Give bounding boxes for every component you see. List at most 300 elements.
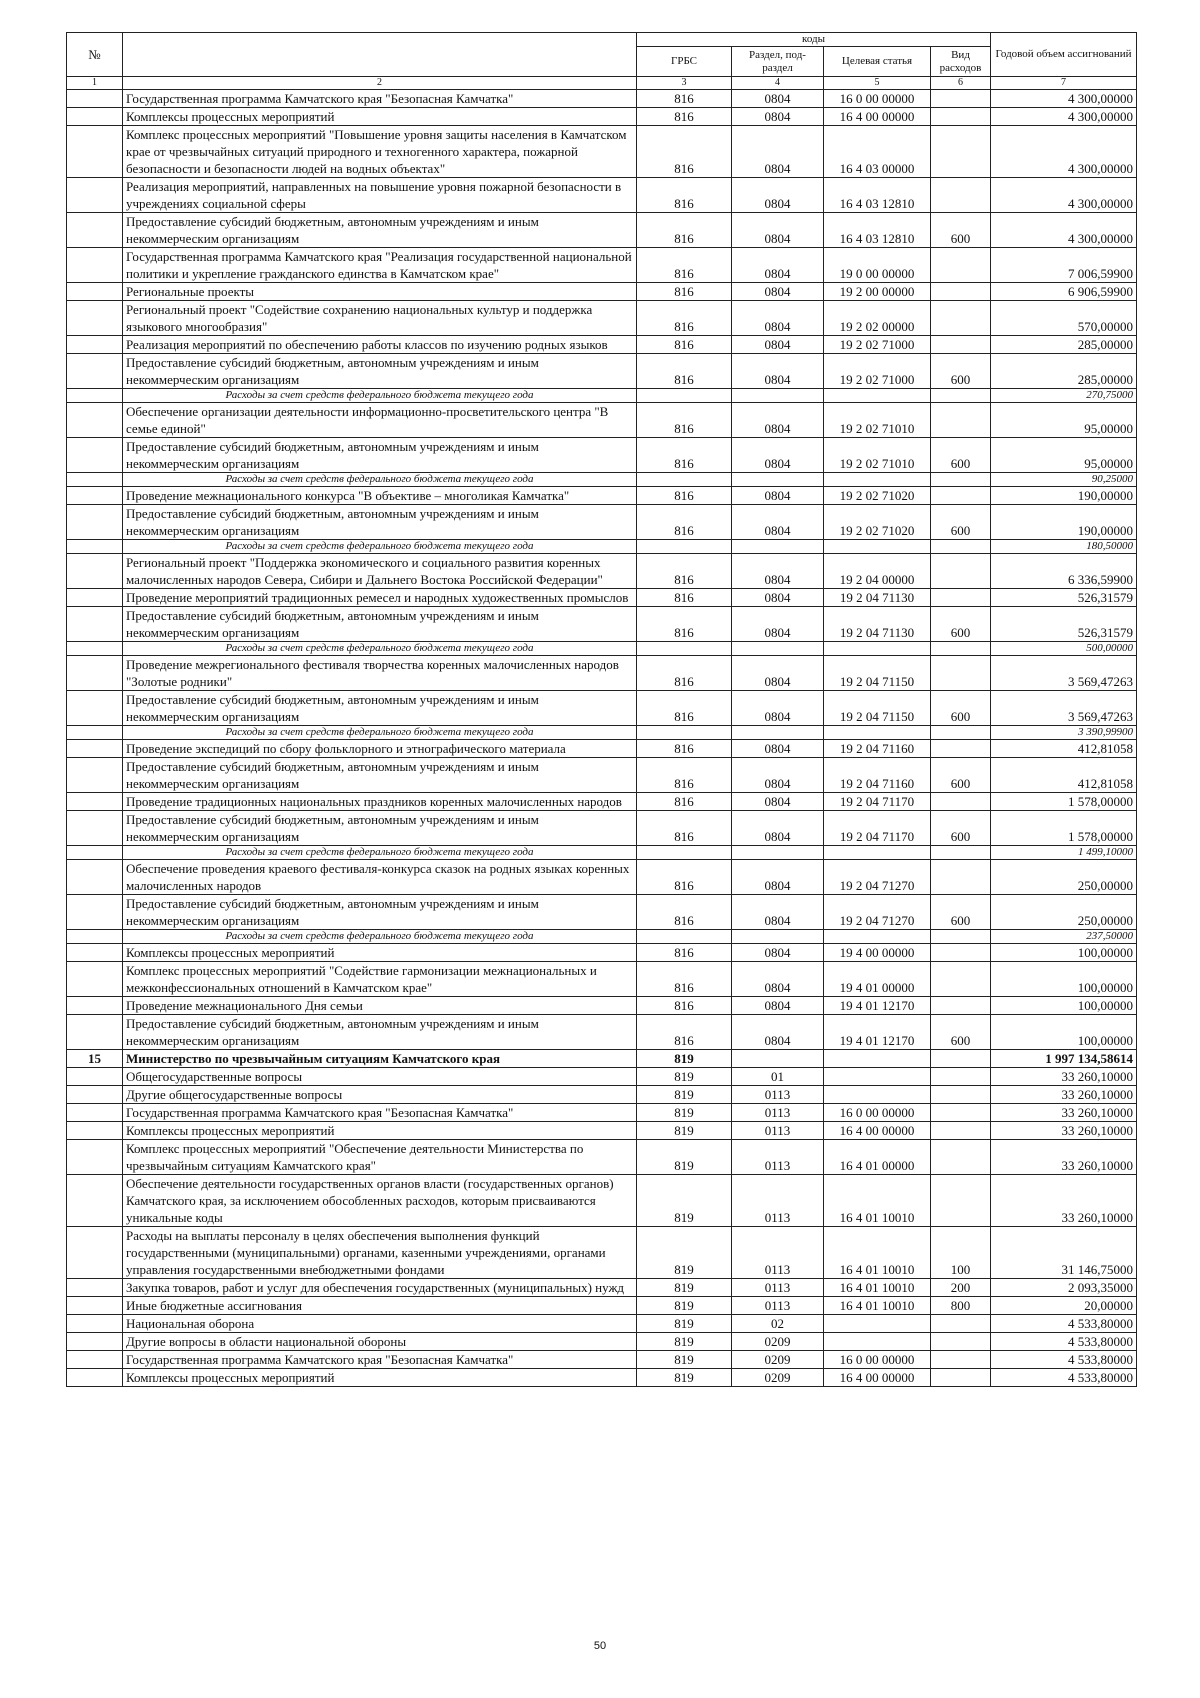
row-name: Государственная программа Камчатского края "Безопасная Камчатка" [123, 1104, 637, 1122]
row-amount: 95,00000 [991, 403, 1137, 438]
row-name: Региональный проект "Поддержка экономического и социального развития коренных малочисленных народов Севера, Сибири и Дальнего Востока Российской Федерации" [123, 554, 637, 589]
table-row [67, 1140, 1137, 1175]
row-amount: 4 300,00000 [991, 213, 1137, 248]
table-row [67, 487, 1137, 505]
row-number [67, 607, 123, 642]
row-number [67, 1227, 123, 1279]
row-grbs: 816 [637, 438, 732, 473]
row-grbs [637, 389, 732, 403]
row-name: Предоставление субсидий бюджетным, автономным учреждениям и иным некоммерческим организациям [123, 607, 637, 642]
row-grbs: 819 [637, 1351, 732, 1369]
row-expense-type: 600 [931, 354, 991, 389]
table-body [67, 90, 1137, 1387]
row-amount: 100,00000 [991, 944, 1137, 962]
table-row [67, 1333, 1137, 1351]
table-row [67, 438, 1137, 473]
row-razdel: 0804 [732, 403, 824, 438]
row-grbs: 816 [637, 108, 732, 126]
row-grbs: 816 [637, 336, 732, 354]
row-number [67, 691, 123, 726]
row-target-article: 19 2 04 71150 [824, 691, 931, 726]
row-amount: 1 499,10000 [991, 846, 1137, 860]
row-amount: 100,00000 [991, 1015, 1137, 1050]
row-number [67, 389, 123, 403]
row-number [67, 1297, 123, 1315]
row-expense-type [931, 248, 991, 283]
row-target-article: 19 4 00 00000 [824, 944, 931, 962]
row-target-article: 16 0 00 00000 [824, 90, 931, 108]
row-number [67, 860, 123, 895]
row-razdel [732, 473, 824, 487]
row-name: Комплекс процессных мероприятий "Обеспечение деятельности Министерства по чрезвычайным ситуациям Камчатского края" [123, 1140, 637, 1175]
row-number [67, 642, 123, 656]
row-razdel: 0804 [732, 944, 824, 962]
row-amount: 7 006,59900 [991, 248, 1137, 283]
table-row [67, 1175, 1137, 1227]
row-amount: 4 533,80000 [991, 1333, 1137, 1351]
row-grbs [637, 540, 732, 554]
table-row [67, 1050, 1137, 1068]
row-name: Национальная оборона [123, 1315, 637, 1333]
column-number-6: 6 [931, 77, 991, 90]
row-target-article: 19 2 02 71010 [824, 438, 931, 473]
row-amount: 4 300,00000 [991, 178, 1137, 213]
table-row [67, 962, 1137, 997]
row-expense-type: 600 [931, 691, 991, 726]
row-amount: 100,00000 [991, 997, 1137, 1015]
row-name: Общегосударственные вопросы [123, 1068, 637, 1086]
column-number-3: 3 [637, 77, 732, 90]
column-number-5: 5 [824, 77, 931, 90]
row-number [67, 540, 123, 554]
row-amount: 33 260,10000 [991, 1122, 1137, 1140]
row-expense-type [931, 1175, 991, 1227]
row-amount: 4 300,00000 [991, 108, 1137, 126]
row-number [67, 178, 123, 213]
row-name: Предоставление субсидий бюджетным, автономным учреждениям и иным некоммерческим организациям [123, 354, 637, 389]
row-name: Предоставление субсидий бюджетным, автономным учреждениям и иным некоммерческим организациям [123, 1015, 637, 1050]
row-grbs [637, 846, 732, 860]
row-expense-type [931, 389, 991, 403]
table-row [67, 389, 1137, 403]
row-grbs: 816 [637, 895, 732, 930]
row-name: Проведение межнационального Дня семьи [123, 997, 637, 1015]
row-expense-type [931, 846, 991, 860]
row-target-article: 16 4 01 10010 [824, 1175, 931, 1227]
row-grbs: 816 [637, 1015, 732, 1050]
row-razdel: 0804 [732, 487, 824, 505]
row-target-article: 19 4 01 12170 [824, 997, 931, 1015]
row-target-article: 16 4 03 00000 [824, 126, 931, 178]
row-target-article: 16 4 01 10010 [824, 1297, 931, 1315]
row-razdel: 0804 [732, 301, 824, 336]
row-number [67, 505, 123, 540]
row-amount: 285,00000 [991, 354, 1137, 389]
row-target-article: 16 4 01 10010 [824, 1279, 931, 1297]
row-target-article: 19 2 04 71130 [824, 589, 931, 607]
row-target-article [824, 473, 931, 487]
table-row [67, 997, 1137, 1015]
row-target-article: 19 2 04 71170 [824, 811, 931, 846]
header-name [123, 33, 637, 77]
row-expense-type [931, 656, 991, 691]
row-target-article: 16 4 00 00000 [824, 1369, 931, 1387]
table-row [67, 740, 1137, 758]
row-grbs: 819 [637, 1297, 732, 1315]
row-expense-type [931, 944, 991, 962]
row-target-article: 19 2 04 71150 [824, 656, 931, 691]
row-amount: 526,31579 [991, 607, 1137, 642]
header-cs: Целевая статья [824, 47, 931, 77]
row-razdel: 0804 [732, 178, 824, 213]
row-number [67, 354, 123, 389]
row-name: Расходы за счет средств федерального бюджета текущего года [123, 389, 637, 403]
row-grbs: 819 [637, 1279, 732, 1297]
row-target-article [824, 1333, 931, 1351]
table-row [67, 540, 1137, 554]
row-number [67, 740, 123, 758]
row-number [67, 656, 123, 691]
row-target-article: 16 0 00 00000 [824, 1104, 931, 1122]
row-expense-type: 600 [931, 438, 991, 473]
budget-table [66, 32, 1137, 1387]
row-target-article: 19 2 02 71000 [824, 354, 931, 389]
row-amount: 270,75000 [991, 389, 1137, 403]
row-razdel: 0804 [732, 213, 824, 248]
row-razdel: 0113 [732, 1297, 824, 1315]
row-razdel: 0209 [732, 1333, 824, 1351]
row-number [67, 895, 123, 930]
row-grbs: 819 [637, 1315, 732, 1333]
row-number [67, 944, 123, 962]
row-target-article: 19 2 00 00000 [824, 283, 931, 301]
row-expense-type [931, 589, 991, 607]
row-name: Реализация мероприятий по обеспечению работы классов по изучению родных языков [123, 336, 637, 354]
row-target-article: 19 2 02 00000 [824, 301, 931, 336]
table-row [67, 691, 1137, 726]
row-number: 15 [67, 1050, 123, 1068]
row-target-article: 19 2 04 71170 [824, 793, 931, 811]
row-expense-type: 600 [931, 505, 991, 540]
row-amount: 33 260,10000 [991, 1086, 1137, 1104]
row-razdel: 0804 [732, 354, 824, 389]
table-row [67, 1227, 1137, 1279]
row-amount: 3 569,47263 [991, 656, 1137, 691]
row-razdel: 0804 [732, 108, 824, 126]
row-grbs: 816 [637, 997, 732, 1015]
row-target-article: 19 2 04 71160 [824, 740, 931, 758]
row-expense-type [931, 1122, 991, 1140]
row-number [67, 1104, 123, 1122]
row-expense-type: 600 [931, 811, 991, 846]
row-grbs: 816 [637, 740, 732, 758]
row-target-article: 19 2 04 71270 [824, 860, 931, 895]
row-target-article: 19 2 04 71270 [824, 895, 931, 930]
row-expense-type [931, 1068, 991, 1086]
table-row [67, 860, 1137, 895]
row-name: Расходы за счет средств федерального бюджета текущего года [123, 930, 637, 944]
row-razdel: 0113 [732, 1122, 824, 1140]
column-number-7: 7 [991, 77, 1137, 90]
row-razdel: 0209 [732, 1369, 824, 1387]
row-name: Проведение межрегионального фестиваля творчества коренных малочисленных народов "Золотые родники" [123, 656, 637, 691]
row-razdel: 0113 [732, 1279, 824, 1297]
row-grbs: 816 [637, 90, 732, 108]
row-expense-type [931, 1140, 991, 1175]
table-row [67, 1369, 1137, 1387]
row-name: Комплексы процессных мероприятий [123, 108, 637, 126]
row-name: Проведение межнационального конкурса "В объективе – многоликая Камчатка" [123, 487, 637, 505]
row-number [67, 962, 123, 997]
row-expense-type: 600 [931, 1015, 991, 1050]
row-grbs [637, 642, 732, 656]
row-target-article: 16 4 03 12810 [824, 213, 931, 248]
header-vr: Вид расходов [931, 47, 991, 77]
row-number [67, 1315, 123, 1333]
table-row [67, 726, 1137, 740]
row-amount: 250,00000 [991, 860, 1137, 895]
row-number [67, 301, 123, 336]
row-grbs [637, 473, 732, 487]
row-name: Обеспечение деятельности государственных органов власти (государственных органов) Камчатского края, за исключением обособленных расходов, которым присваиваются уникальные коды [123, 1175, 637, 1227]
row-number [67, 930, 123, 944]
row-target-article [824, 1086, 931, 1104]
row-expense-type [931, 1104, 991, 1122]
row-expense-type: 800 [931, 1297, 991, 1315]
table-row [67, 1351, 1137, 1369]
table-row [67, 554, 1137, 589]
row-amount: 3 569,47263 [991, 691, 1137, 726]
row-target-article [824, 726, 931, 740]
row-name: Расходы за счет средств федерального бюджета текущего года [123, 540, 637, 554]
row-razdel: 0113 [732, 1086, 824, 1104]
row-grbs: 816 [637, 487, 732, 505]
row-expense-type [931, 126, 991, 178]
header-codes: коды [637, 33, 991, 47]
row-name: Государственная программа Камчатского края "Безопасная Камчатка" [123, 1351, 637, 1369]
table-row [67, 473, 1137, 487]
row-grbs: 819 [637, 1369, 732, 1387]
row-grbs: 816 [637, 213, 732, 248]
row-amount: 1 578,00000 [991, 811, 1137, 846]
row-amount: 95,00000 [991, 438, 1137, 473]
column-number-4: 4 [732, 77, 824, 90]
row-expense-type [931, 962, 991, 997]
row-number [67, 1175, 123, 1227]
budget-table-container [66, 32, 1136, 1387]
table-row [67, 811, 1137, 846]
row-amount: 33 260,10000 [991, 1068, 1137, 1086]
row-amount: 570,00000 [991, 301, 1137, 336]
row-expense-type [931, 403, 991, 438]
row-number [67, 213, 123, 248]
row-name: Предоставление субсидий бюджетным, автономным учреждениям и иным некоммерческим организациям [123, 691, 637, 726]
row-target-article [824, 642, 931, 656]
table-row [67, 589, 1137, 607]
header-sum: Годовой объем ассигнований [991, 33, 1137, 77]
row-grbs: 819 [637, 1122, 732, 1140]
table-row [67, 1297, 1137, 1315]
row-amount: 237,50000 [991, 930, 1137, 944]
row-razdel [732, 726, 824, 740]
row-number [67, 336, 123, 354]
row-name: Расходы за счет средств федерального бюджета текущего года [123, 726, 637, 740]
table-row [67, 607, 1137, 642]
table-row [67, 642, 1137, 656]
row-grbs: 819 [637, 1086, 732, 1104]
header-num: № [67, 33, 123, 77]
column-number-2: 2 [123, 77, 637, 90]
row-expense-type: 600 [931, 758, 991, 793]
row-razdel: 0804 [732, 793, 824, 811]
row-expense-type: 100 [931, 1227, 991, 1279]
row-razdel: 0113 [732, 1175, 824, 1227]
row-expense-type: 600 [931, 895, 991, 930]
row-expense-type [931, 90, 991, 108]
row-number [67, 1086, 123, 1104]
row-amount: 190,00000 [991, 505, 1137, 540]
row-number [67, 1068, 123, 1086]
row-razdel: 0804 [732, 283, 824, 301]
row-expense-type [931, 178, 991, 213]
row-name: Комплексы процессных мероприятий [123, 1369, 637, 1387]
row-name: Проведение традиционных национальных праздников коренных малочисленных народов [123, 793, 637, 811]
row-razdel: 0804 [732, 811, 824, 846]
row-razdel: 02 [732, 1315, 824, 1333]
row-grbs: 816 [637, 758, 732, 793]
row-number [67, 1333, 123, 1351]
row-target-article: 16 4 01 10010 [824, 1227, 931, 1279]
row-expense-type [931, 487, 991, 505]
row-razdel [732, 642, 824, 656]
row-number [67, 846, 123, 860]
row-target-article: 16 4 00 00000 [824, 108, 931, 126]
table-row [67, 90, 1137, 108]
row-number [67, 997, 123, 1015]
row-number [67, 726, 123, 740]
row-amount: 4 533,80000 [991, 1369, 1137, 1387]
row-name: Предоставление субсидий бюджетным, автономным учреждениям и иным некоммерческим организациям [123, 438, 637, 473]
table-row [67, 930, 1137, 944]
row-amount: 33 260,10000 [991, 1104, 1137, 1122]
row-target-article: 19 2 04 00000 [824, 554, 931, 589]
row-razdel: 0804 [732, 962, 824, 997]
row-number [67, 793, 123, 811]
row-number [67, 1279, 123, 1297]
row-razdel: 0804 [732, 607, 824, 642]
row-amount: 6 906,59900 [991, 283, 1137, 301]
row-number [67, 811, 123, 846]
row-grbs: 819 [637, 1050, 732, 1068]
row-amount: 33 260,10000 [991, 1175, 1137, 1227]
row-razdel: 0804 [732, 90, 824, 108]
row-amount: 4 533,80000 [991, 1351, 1137, 1369]
row-grbs: 816 [637, 656, 732, 691]
row-number [67, 473, 123, 487]
row-grbs: 816 [637, 283, 732, 301]
row-grbs: 819 [637, 1227, 732, 1279]
row-target-article [824, 540, 931, 554]
table-row [67, 126, 1137, 178]
row-grbs: 816 [637, 178, 732, 213]
row-amount: 412,81058 [991, 758, 1137, 793]
row-target-article: 19 4 01 00000 [824, 962, 931, 997]
row-razdel: 0804 [732, 438, 824, 473]
row-razdel: 0804 [732, 860, 824, 895]
row-grbs: 816 [637, 403, 732, 438]
row-number [67, 126, 123, 178]
row-grbs [637, 726, 732, 740]
table-row [67, 1104, 1137, 1122]
table-row [67, 1279, 1137, 1297]
row-number [67, 108, 123, 126]
row-name: Предоставление субсидий бюджетным, автономным учреждениям и иным некоммерческим организациям [123, 895, 637, 930]
row-grbs: 816 [637, 793, 732, 811]
row-name: Региональный проект "Содействие сохранению национальных культур и поддержка языкового многообразия" [123, 301, 637, 336]
row-amount: 526,31579 [991, 589, 1137, 607]
row-expense-type [931, 554, 991, 589]
row-target-article: 16 4 00 00000 [824, 1122, 931, 1140]
row-grbs: 816 [637, 962, 732, 997]
table-row [67, 336, 1137, 354]
row-razdel: 0804 [732, 997, 824, 1015]
row-name: Иные бюджетные ассигнования [123, 1297, 637, 1315]
row-grbs [637, 930, 732, 944]
row-name: Предоставление субсидий бюджетным, автономным учреждениям и иным некоммерческим организациям [123, 505, 637, 540]
row-name: Расходы за счет средств федерального бюджета текущего года [123, 846, 637, 860]
row-target-article: 16 4 01 00000 [824, 1140, 931, 1175]
row-number [67, 487, 123, 505]
row-name: Реализация мероприятий, направленных на повышение уровня пожарной безопасности в учреждениях социальной сферы [123, 178, 637, 213]
row-expense-type [931, 1315, 991, 1333]
page-number: 50 [593, 1640, 607, 1652]
table-row [67, 1122, 1137, 1140]
row-amount: 1 578,00000 [991, 793, 1137, 811]
table-row [67, 895, 1137, 930]
row-razdel: 0804 [732, 656, 824, 691]
row-target-article: 19 0 00 00000 [824, 248, 931, 283]
row-number [67, 403, 123, 438]
row-name: Комплекс процессных мероприятий "Содействие гармонизации межнациональных и межконфессиональных отношений в Камчатском крае" [123, 962, 637, 997]
row-razdel: 01 [732, 1068, 824, 1086]
row-name: Государственная программа Камчатского края "Реализация государственной национальной политики и укрепление гражданского единства в Камчатском крае" [123, 248, 637, 283]
row-razdel: 0113 [732, 1227, 824, 1279]
row-name: Обеспечение организации деятельности информационно-просветительского центра "В семье единой" [123, 403, 637, 438]
row-name: Предоставление субсидий бюджетным, автономным учреждениям и иным некоммерческим организациям [123, 758, 637, 793]
row-expense-type [931, 1369, 991, 1387]
row-razdel: 0804 [732, 554, 824, 589]
row-expense-type [931, 336, 991, 354]
row-razdel: 0113 [732, 1140, 824, 1175]
row-number [67, 1369, 123, 1387]
row-expense-type [931, 740, 991, 758]
row-expense-type [931, 1086, 991, 1104]
row-amount: 180,50000 [991, 540, 1137, 554]
row-name: Проведение экспедиций по сбору фольклорного и этнографического материала [123, 740, 637, 758]
row-grbs: 819 [637, 1104, 732, 1122]
header-grbs: ГРБС [637, 47, 732, 77]
row-grbs: 819 [637, 1068, 732, 1086]
row-grbs: 819 [637, 1175, 732, 1227]
row-target-article: 19 2 02 71020 [824, 505, 931, 540]
table-row [67, 283, 1137, 301]
row-grbs: 816 [637, 301, 732, 336]
row-expense-type [931, 997, 991, 1015]
row-name: Другие вопросы в области национальной обороны [123, 1333, 637, 1351]
row-amount: 2 093,35000 [991, 1279, 1137, 1297]
table-row [67, 108, 1137, 126]
row-razdel: 0804 [732, 691, 824, 726]
